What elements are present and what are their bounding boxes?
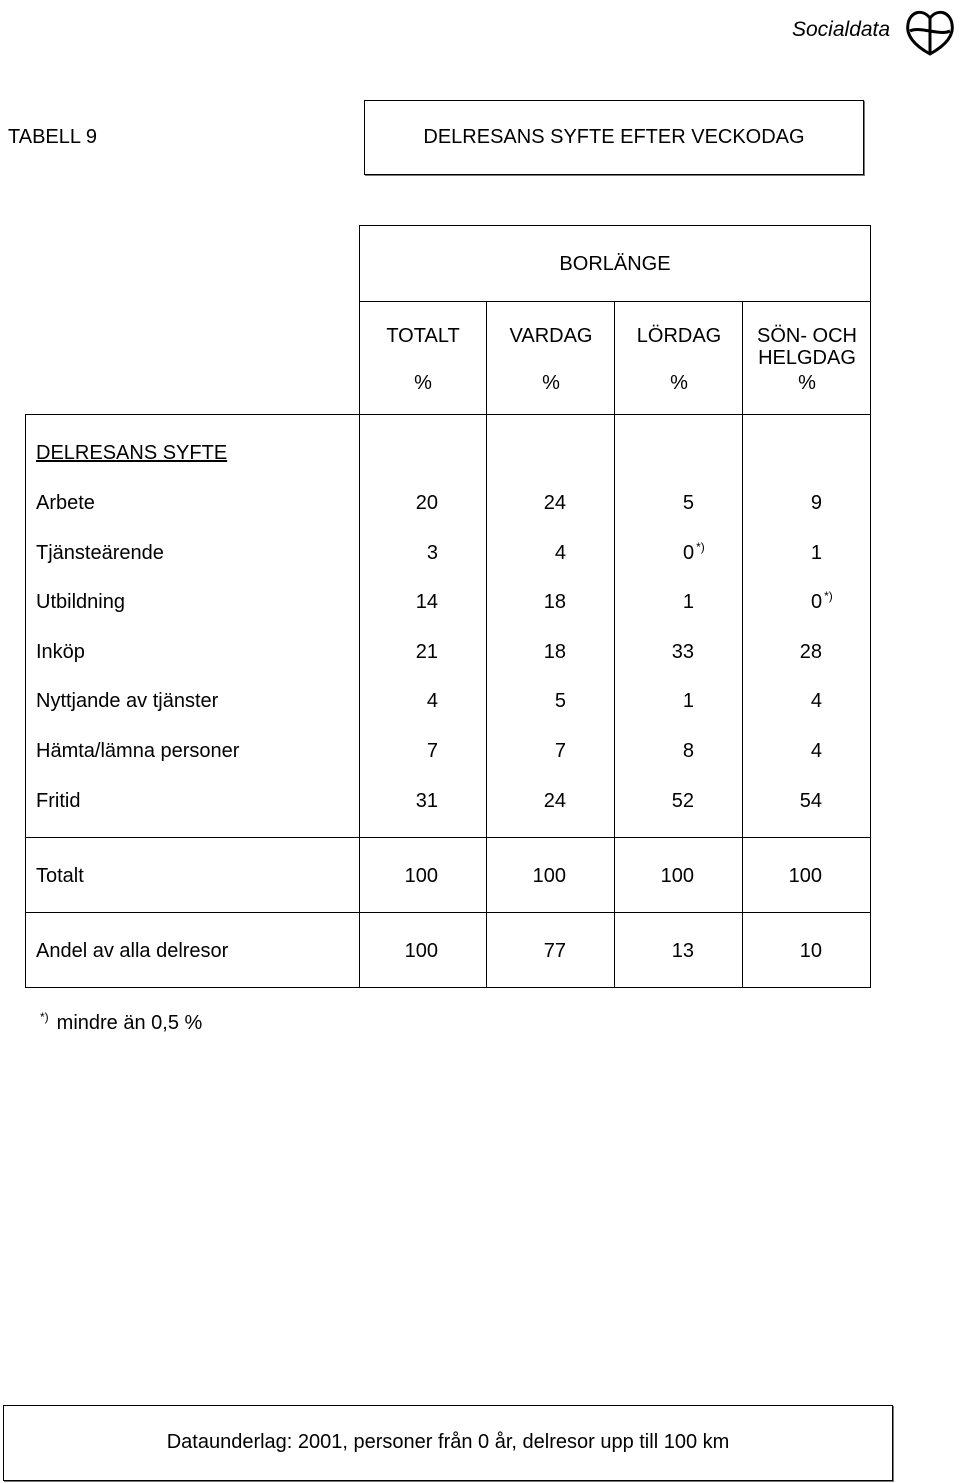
region-header: BORLÄNGE xyxy=(559,253,671,275)
row-label: Tjänsteärende xyxy=(36,542,164,564)
column-header-son-och-helgdag-line2: HELGDAG xyxy=(758,347,856,369)
column-unit: % xyxy=(670,372,688,394)
table-title: DELRESANS SYFTE EFTER VECKODAG xyxy=(423,126,805,148)
section-label: DELRESANS SYFTE xyxy=(36,442,228,464)
table-cell: 18 xyxy=(543,641,566,663)
table-cell: 9 xyxy=(810,492,822,514)
table-cell: 33 xyxy=(671,641,694,663)
table-number: TABELL 9 xyxy=(8,126,97,148)
share-cell: 13 xyxy=(671,940,694,962)
region-header-divider xyxy=(359,301,871,302)
share-cell: 77 xyxy=(543,940,566,962)
total-cell: 100 xyxy=(660,865,694,887)
table-cell: 7 xyxy=(426,740,438,762)
source-text: Dataunderlag: 2001, personer från 0 år, delresor upp till 100 km xyxy=(166,1431,730,1453)
table-cell: 5 xyxy=(554,690,566,712)
socialdata-logo-icon xyxy=(902,4,958,64)
table-cell: 5 xyxy=(682,492,694,514)
column-unit: % xyxy=(542,372,560,394)
row-label: Inköp xyxy=(36,641,85,663)
total-cell: 100 xyxy=(404,865,438,887)
table-cell: 1 xyxy=(682,591,694,613)
table-cell: 4 xyxy=(554,542,566,564)
total-divider xyxy=(25,912,871,913)
share-cell: 100 xyxy=(404,940,438,962)
table-cell: 18 xyxy=(543,591,566,613)
logo-text: Socialdata xyxy=(792,18,891,41)
total-cell: 100 xyxy=(532,865,566,887)
table-cell: 4 xyxy=(426,690,438,712)
table-border-left xyxy=(25,414,26,988)
table-cell: 31 xyxy=(415,790,438,812)
row-label: Arbete xyxy=(36,492,95,514)
table-cell: 1 xyxy=(682,690,694,712)
table-cell: 24 xyxy=(543,492,566,514)
table-cell: 0 xyxy=(683,542,695,564)
table-cell: 8 xyxy=(682,740,694,762)
footnote-ref: *) xyxy=(696,540,705,554)
table-cell: 21 xyxy=(415,641,438,663)
column-header-vardag: VARDAG xyxy=(509,325,593,347)
table-cell: 28 xyxy=(799,641,822,663)
table-cell: 7 xyxy=(554,740,566,762)
row-label: Hämta/lämna personer xyxy=(36,740,240,762)
table-cell: 14 xyxy=(415,591,438,613)
table-cell: 54 xyxy=(799,790,822,812)
table-cell: 24 xyxy=(543,790,566,812)
table-cell: 3 xyxy=(426,542,438,564)
footnote-ref: *) xyxy=(824,589,833,603)
table-border-bottom xyxy=(25,987,871,988)
table-cell: 4 xyxy=(810,690,822,712)
share-cell: 10 xyxy=(799,940,822,962)
header-divider xyxy=(25,414,871,415)
table-cell: 4 xyxy=(810,740,822,762)
table-cell: 52 xyxy=(671,790,694,812)
table-cell-with-footnote xyxy=(811,591,833,614)
table-cell-with-footnote xyxy=(683,542,705,565)
share-row-label: Andel av alla delresor xyxy=(36,940,229,962)
table-cell: 0 xyxy=(811,591,823,613)
footnote-text: mindre än 0,5 % xyxy=(56,1012,203,1034)
footnote-marker: *) xyxy=(40,1010,49,1024)
row-label: Fritid xyxy=(36,790,81,812)
row-label: Utbildning xyxy=(36,591,125,613)
table-border-top xyxy=(359,225,871,226)
total-cell: 100 xyxy=(788,865,822,887)
body-divider xyxy=(25,837,871,838)
column-header-totalt: TOTALT xyxy=(386,325,460,347)
column-header-son-och-helgdag-line1: SÖN- OCH xyxy=(757,325,857,347)
table-cell: 1 xyxy=(810,542,822,564)
column-header-lordag: LÖRDAG xyxy=(636,325,722,347)
column-unit: % xyxy=(414,372,432,394)
row-label: Nyttjande av tjänster xyxy=(36,690,219,712)
table-cell: 20 xyxy=(415,492,438,514)
column-unit: % xyxy=(798,372,816,394)
total-row-label: Totalt xyxy=(36,865,84,887)
footnote xyxy=(40,1012,202,1035)
